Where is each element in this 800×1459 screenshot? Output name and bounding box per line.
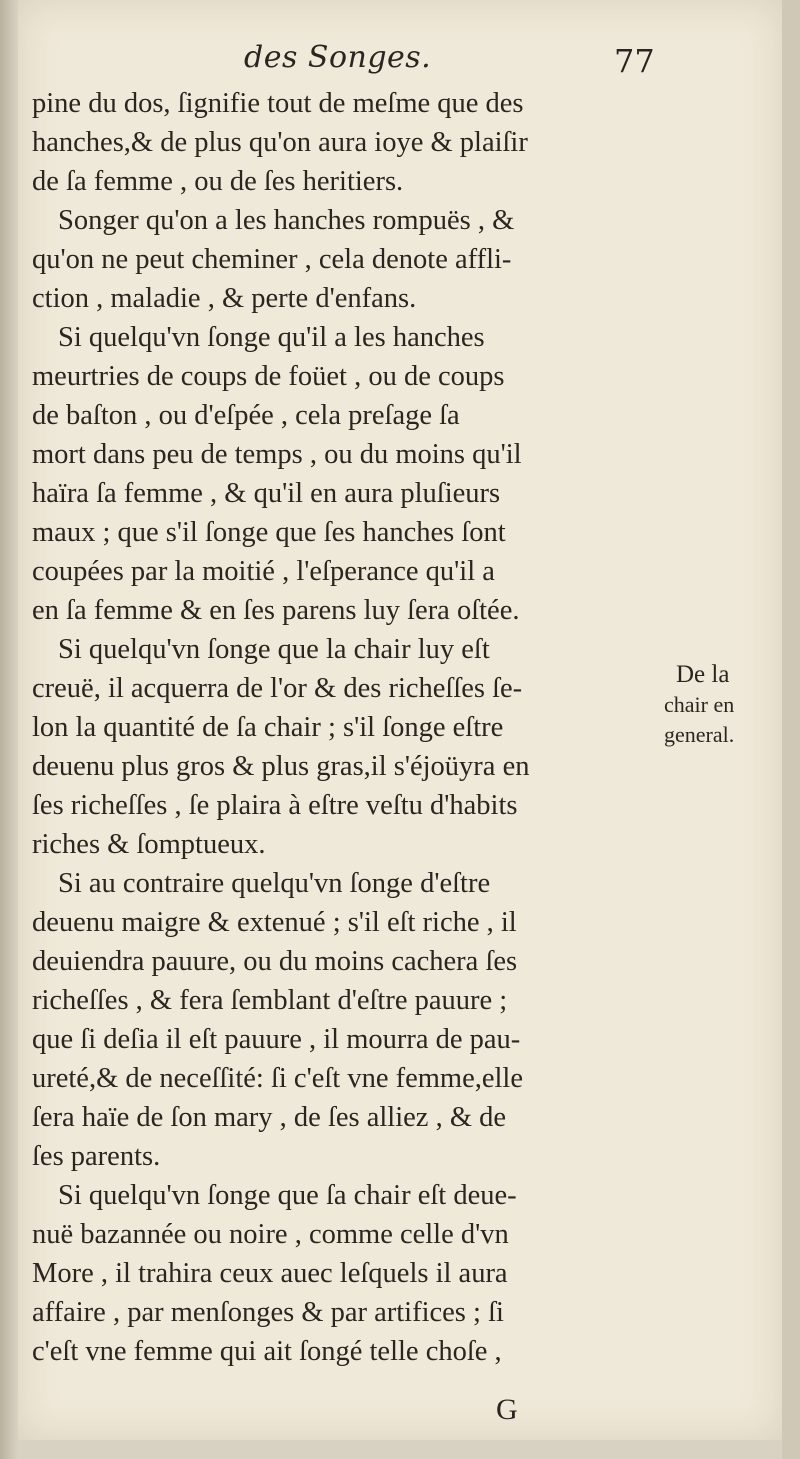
- text-line: creuë, il acquerra de l'or & des richeſſes ſe-: [32, 673, 523, 704]
- running-head: [18, 40, 782, 84]
- page-number: 77: [614, 42, 655, 80]
- body-text: [32, 84, 672, 1371]
- book-page: [18, 0, 782, 1440]
- page-edge: [782, 0, 800, 1459]
- text-line: coupées par la moitié , l'eſperance qu'il a: [32, 556, 495, 587]
- marginal-note: [664, 660, 782, 750]
- text-line: ſes richeſſes , ſe plaira à eſtre veſtu d'habits: [32, 790, 518, 821]
- text-line: mort dans peu de temps , ou du moins qu'il: [32, 439, 522, 470]
- text-line: lon la quantité de ſa chair ; s'il ſonge eſtre: [32, 712, 504, 743]
- text-line: riches & ſomptueux.: [32, 829, 266, 860]
- text-line: en ſa femme & en ſes parens luy ſera oſtée.: [32, 595, 520, 626]
- text-line: ſera haïe de ſon mary , de ſes alliez , & de: [32, 1102, 507, 1133]
- text-line: deuenu maigre & extenué ; s'il eſt riche , il: [32, 907, 517, 938]
- text-line: deuenu plus gros & plus gras,il s'éjoüyra en: [32, 751, 530, 782]
- text-line: ction , maladie , & perte d'enfans.: [32, 283, 417, 314]
- text-line: haïra ſa femme , & qu'il en aura pluſieurs: [32, 478, 501, 509]
- text-line: qu'on ne peut cheminer , cela denote affli-: [32, 244, 512, 275]
- text-line: pine du dos, ſignifie tout de meſme que des: [32, 88, 524, 119]
- signature-mark: G: [496, 1393, 518, 1426]
- text-line: c'eſt vne femme qui ait ſongé telle choſe ,: [32, 1336, 502, 1367]
- text-line: richeſſes , & fera ſemblant d'eſtre pauure ;: [32, 985, 508, 1016]
- text-line: nuë bazannée ou noire , comme celle d'vn: [32, 1219, 509, 1250]
- text-line: ureté,& de neceſſité: ſi c'eſt vne femme,elle: [32, 1063, 523, 1094]
- text-line: meurtries de coups de foüet , ou de coups: [32, 361, 505, 392]
- binding-gutter: [0, 0, 18, 1459]
- marginal-note-line: De la: [676, 661, 730, 688]
- text-line: maux ; que s'il ſonge que ſes hanches ſont: [32, 517, 506, 548]
- text-line: hanches,& de plus qu'on aura ioye & plaiſir: [32, 127, 528, 158]
- paragraph-start: Si au contraire quelqu'vn ſonge d'eſtre: [58, 868, 491, 899]
- text-line: de ſa femme , ou de ſes heritiers.: [32, 166, 404, 197]
- marginal-note-line: chair en: [664, 692, 735, 717]
- running-title: des Songes.: [244, 40, 432, 75]
- paragraph-start: Si quelqu'vn ſonge que ſa chair eſt deue-: [58, 1180, 517, 1211]
- paragraph-start: Si quelqu'vn ſonge qu'il a les hanches: [58, 322, 485, 353]
- text-line: More , il trahira ceux auec leſquels il aura: [32, 1258, 508, 1289]
- text-line: de baſton , ou d'eſpée , cela preſage ſa: [32, 400, 460, 431]
- text-line: que ſi deſia il eſt pauure , il mourra de pau-: [32, 1024, 521, 1055]
- paragraph-start: Si quelqu'vn ſonge que la chair luy eſt: [58, 634, 490, 665]
- paragraph-start: Songer qu'on a les hanches rompuës , &: [58, 205, 515, 236]
- marginal-note-line: general.: [664, 722, 735, 747]
- text-line: affaire , par menſonges & par artifices ; ſi: [32, 1297, 504, 1328]
- text-line: deuiendra pauure, ou du moins cachera ſes: [32, 946, 518, 977]
- text-line: ſes parents.: [32, 1141, 161, 1172]
